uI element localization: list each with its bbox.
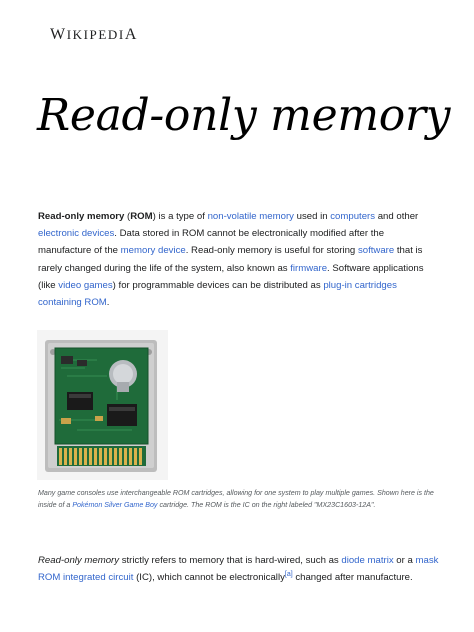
text: ) for programmable devices can be distributed as	[112, 279, 324, 291]
cartridge-photo[interactable]	[37, 330, 168, 480]
link-memory-device[interactable]: memory device	[120, 245, 186, 257]
link-electronic-devices[interactable]: electronic devices	[38, 228, 115, 240]
intro-paragraph	[38, 208, 440, 311]
wikipedia-wordmark[interactable]	[50, 26, 138, 44]
text: .	[106, 297, 110, 309]
link-pokemon-silver[interactable]: Pokémon Silver Game Boy	[72, 501, 158, 510]
text: and other	[375, 211, 419, 222]
footnote-link[interactable]: [a]	[284, 571, 293, 579]
caption-text: cartridge. The ROM is the IC on the right labeled "MX23C1603-12A".	[157, 501, 376, 510]
text: that is rarely changed during the life of the system, also known as	[38, 245, 423, 274]
term-bold: Read-only memory	[38, 211, 125, 222]
caption-text: Many game consoles use interchangeable ROM cartridges, allowing for one system to play multiple games. Shown here is the inside of a	[38, 489, 434, 510]
text: used in	[293, 211, 331, 222]
link-mask-rom[interactable]: mask ROM integrated circuit	[38, 555, 439, 584]
body-paragraph	[38, 552, 440, 586]
text: or a	[393, 555, 416, 566]
figure-caption	[38, 487, 444, 512]
text: (	[124, 211, 131, 222]
cartridge-illustration	[37, 330, 168, 480]
link-computers[interactable]: computers	[330, 211, 376, 222]
logo-middle: IKIPEDI	[66, 27, 125, 42]
logo-initial: W	[50, 26, 67, 43]
link-plug-in-cartridges[interactable]: plug-in cartridges containing ROM	[38, 279, 397, 309]
abbr-bold: ROM	[130, 211, 153, 222]
link-firmware[interactable]: firmware	[290, 262, 328, 274]
link-video-games[interactable]: video games	[58, 279, 113, 291]
logo-final: A	[124, 26, 138, 43]
term-italic: Read-only memory	[38, 555, 120, 566]
text: ) is a type of	[152, 211, 208, 222]
link-diode-matrix[interactable]: diode matrix	[341, 555, 394, 566]
text: strictly refers to memory that is hard-wired, such as	[119, 555, 342, 566]
text: changed after manufacture.	[292, 572, 413, 584]
text: . Read-only memory is useful for storing	[185, 245, 358, 257]
page-title: Read-only memory	[37, 90, 451, 141]
text: . Software applications (like	[38, 262, 424, 291]
link-non-volatile-memory[interactable]: non-volatile memory	[207, 211, 294, 222]
text: . Data stored in ROM cannot be electronically modified after the manufacture of the	[38, 228, 385, 257]
link-software[interactable]: software	[357, 245, 395, 257]
text: (IC), which cannot be electronically	[133, 572, 285, 584]
